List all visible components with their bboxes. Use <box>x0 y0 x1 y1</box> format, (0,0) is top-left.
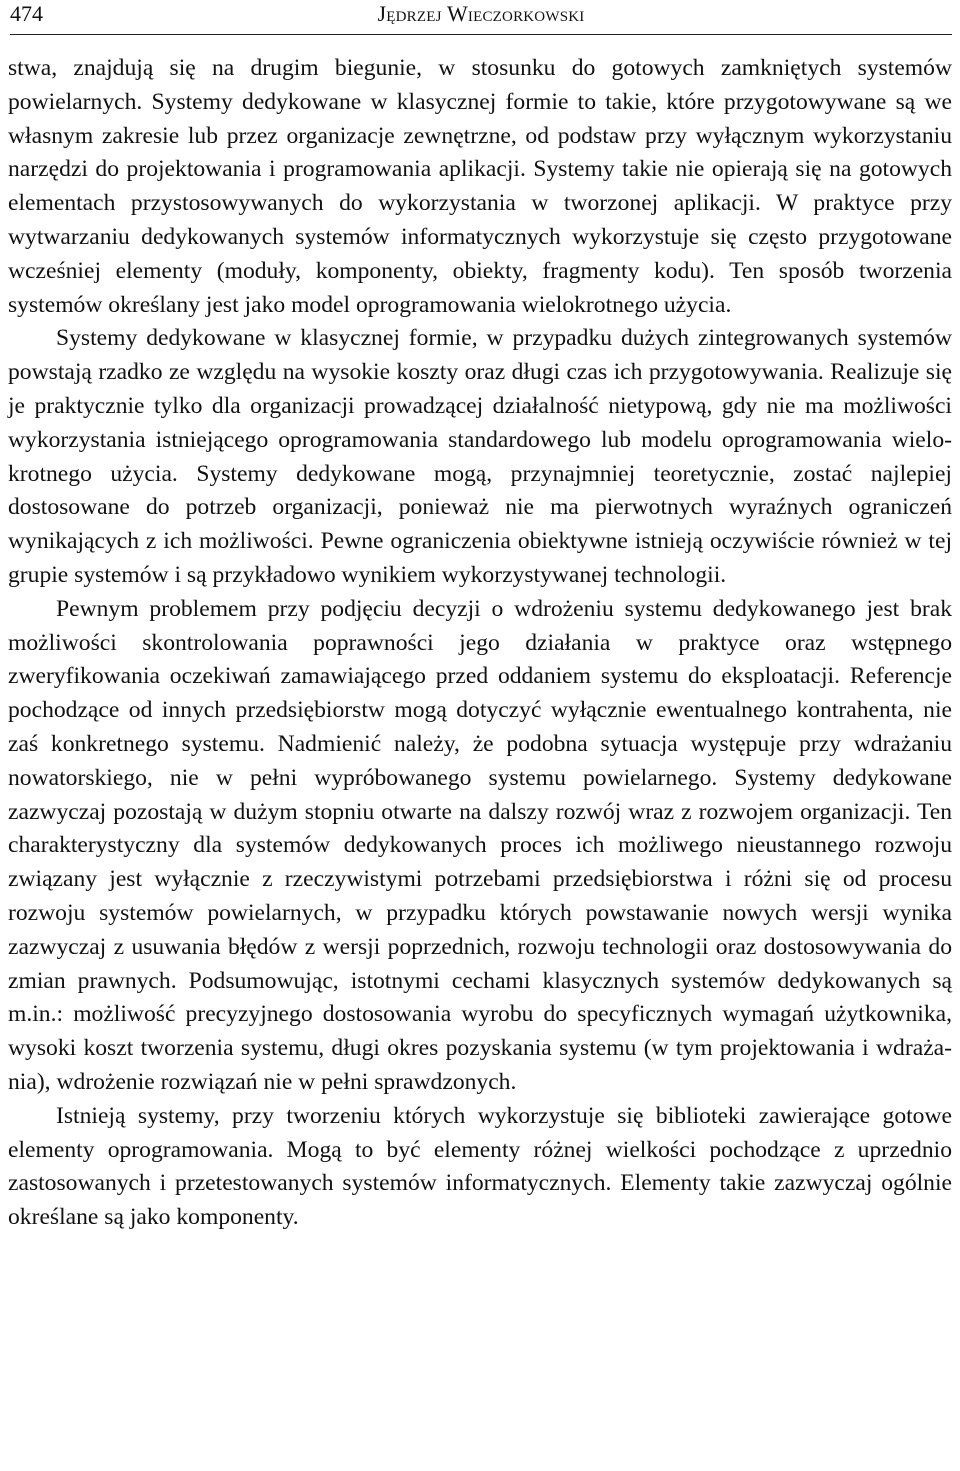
paragraph-3: Pewnym problemem przy podjęciu decyzji o wdrożeniu systemu dedykowanego jest brak możliwości skontrolowania poprawności jego działania w praktyce oraz wstępnego zweryfikowania oczekiwań zamawiającego przed oddaniem systemu do eksploatacji. Referencje pochodzące od innych przedsiębiorstw mogą dotyczyć wyłącznie ewentualnego kontrahenta, nie zaś konkretnego systemu. Nadmienić należy, że podobna sytuacja występuje przy wdrażaniu nowatorskiego, nie w pełni wypróbowanego systemu powielarnego. Systemy dedykowane zazwyczaj pozostają w dużym stopniu otwarte na dalszy rozwój wraz z rozwojem organizacji. Ten charakterystyczny dla systemów dedykowanych proces ich możliwego nieustannego rozwoju związany jest wyłącznie z rzeczywistymi potrzebami przedsiębiorstwa i różni się od procesu rozwoju systemów powielarnych, w przypadku których powstawanie nowych wersji wynika zazwyczaj z usuwania błędów z wersji poprzednich, rozwoju technologii oraz dostosowywania do zmian prawnych. Podsumowując, istotnymi cechami klasycznych systemów dedykowanych są m.in.: możliwość precyzyjnego dostosowania wyrobu do specyficznych wymagań użytkownika, wysoki koszt tworzenia systemu, długi okres pozyskania systemu (w tym projektowania i wdrażania), wdrożenie rozwiązań nie w pełni sprawdzonych. <box>8 595 952 1095</box>
page-number: 474 <box>10 1 43 26</box>
running-title: Jędrzej Wieczorkowski <box>377 1 585 26</box>
paragraph-4: Istnieją systemy, przy tworzeniu których wykorzystuje się biblioteki zawierające gotowe elementy oprogramowania. Mogą to być elementy różnej wielkości pochodzące z uprzednio zastosowanych i przetestowanych systemów informatycznych. Elementy takie zazwyczaj ogólnie określane są jako komponenty. <box>8 1102 952 1231</box>
paragraph-2: Systemy dedykowane w klasycznej formie, w przypadku dużych zintegrowanych systemów powstają rzadko ze względu na wysokie koszty oraz długi czas ich przygotowywania. Realizuje się je praktycznie tylko dla organizacji prowadzącej działalność nietypową, gdy nie ma możliwości wykorzystania istniejącego oprogramowania standardowego lub modelu oprogramowania wielokrotnego użycia. Systemy dedykowane mogą, przynajmniej teoretycznie, zostać najlepiej dostosowane do potrzeb organizacji, ponieważ nie ma pierwotnych wyraźnych ograniczeń wynikających z ich możliwości. Pewne ograniczenia obiektywne istnieją oczywiście również w tej grupie systemów i są przykładowo wynikiem wykorzystywanej technologii. <box>8 325 952 588</box>
body-text <box>8 52 952 1235</box>
running-header <box>10 0 952 35</box>
paragraph-1: stwa, znajdują się na drugim biegunie, w stosunku do gotowych zamkniętych systemów powielarnych. Systemy dedykowane w klasycznej formie to takie, które przygotowywane są we własnym zakresie lub przez organizacje zewnętrzne, od podstaw przy wyłącznym wykorzystaniu narzędzi do projektowania i programowania aplikacji. Systemy takie nie opierają się na gotowych elementach przystosowywanych do wykorzystania w tworzonej aplikacji. W praktyce przy wytwarzaniu dedykowanych systemów informatycznych wykorzystuje się często przygotowane wcześniej elementy (moduły, komponenty, obiekty, fragmenty kodu). Ten sposób tworzenia systemów określany jest jako model oprogramowania wielokrotnego użycia. <box>8 55 952 318</box>
